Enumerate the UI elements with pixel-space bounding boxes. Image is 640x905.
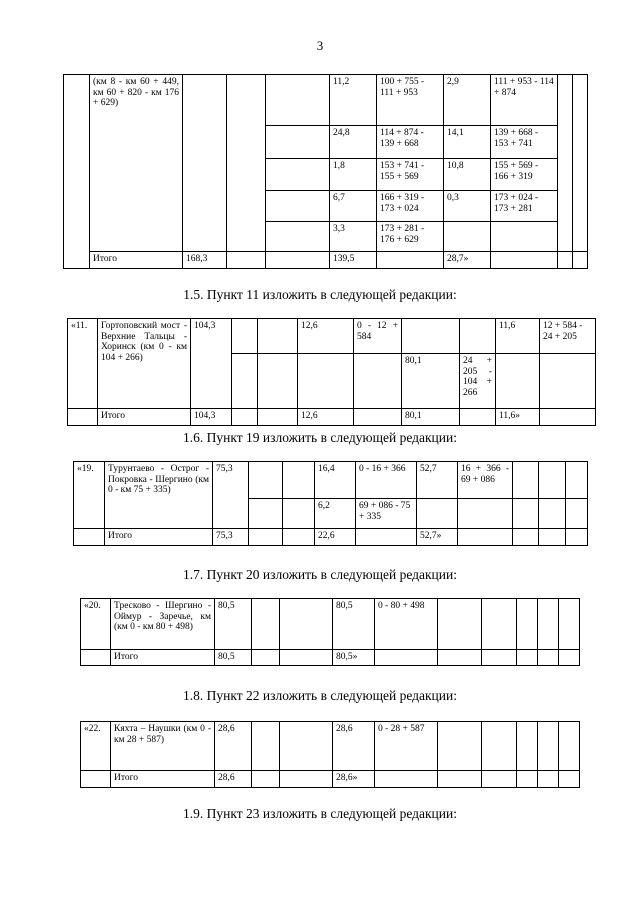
cell-num [64,75,90,269]
table-item-20: «20. Тресково - Шергино - Оймур - Заречье, км (км 0 - км 80 + 498) 80,5 80,5 0 - 80 + 498 Итого 80,5 80,5» [80,598,580,666]
heading-1-8: 1.8. Пункт 22 изложить в следующей редакции: [183,688,457,703]
cell-road-name: Турунтаево - Острог - Покровка - Шергино (км 0 - км 75 + 335) [105,462,213,529]
cell-road-name: (км 8 - км 60 + 449, км 60 + 820 - км 176 + 629) [90,75,183,252]
cell-num: «11. [68,319,98,409]
heading-1-9: 1.9. Пункт 23 изложить в следующей редакции: [183,806,457,821]
page-number: 3 [316,38,324,53]
heading-1-5: 1.5. Пункт 11 изложить в следующей редакции: [183,287,457,302]
table-continuation: (км 8 - км 60 + 449, км 60 + 820 - км 176 + 629) 11,2 100 + 755 - 111 + 953 2,9 111 + 953 - 114 + 874 24,8 114 + 874 - 139 + 668 14,1 139 + 668 - 153 + 741 1,8 153 + 741 - 155 + 569 10,8 155 + 569 - 166 + 319 6,7 166 + 319 - 173 + 024 0,3 173 + 024 - 173 + 281 3,3 173 + 281 - 176 + 629 Итого 168,3 139,5 28,7» [63,74,588,269]
cell-road-name: Гортоповский мост - Верхние Тальцы - Хоринск (км 0 - км 104 + 266) [98,319,191,409]
heading-1-6: 1.6. Пункт 19 изложить в следующей редакции: [183,430,457,445]
cell-num: «20. [81,599,111,650]
table-row-total: Итого 75,3 22,6 52,7» [74,529,588,546]
heading-1-7: 1.7. Пункт 20 изложить в следующей редакции: [183,567,457,582]
cell-total-label: Итого [90,252,183,269]
table-row-total: Итого 28,6 28,6» [81,771,580,788]
cell-num: «22. [81,722,111,771]
table-row-total: Итого 168,3 139,5 28,7» [64,252,588,269]
table-row-total: Итого 104,3 12,6 80,1 11,6» [68,409,596,426]
table-item-22: «22. Кяхта – Наушки (км 0 - км 28 + 587) 28,6 28,6 0 - 28 + 587 Итого 28,6 28,6» [80,721,580,788]
cell-road-name: Тресково - Шергино - Оймур - Заречье, км (км 0 - км 80 + 498) [111,599,215,650]
table-item-11: «11. Гортоповский мост - Верхние Тальцы - Хоринск (км 0 - км 104 + 266) 104,3 12,6 0 - 12 + 584 11,6 12 + 584 - 24 + 205 80,1 24 + 205 - 104 + 266 Итого 104,3 12,6 80,1 11,6» [67,318,596,426]
table-item-19: «19. Турунтаево - Острог - Покровка - Шергино (км 0 - км 75 + 335) 75,3 16,4 0 - 16 + 366 52,7 16 + 366 - 69 + 086 6,2 69 + 086 - 75 + 335 Итого 75,3 22,6 52,7» [73,461,588,546]
cell-num: «19. [74,462,105,529]
cell-road-name: Кяхта – Наушки (км 0 - км 28 + 587) [111,722,215,771]
table-row-total: Итого 80,5 80,5» [81,650,580,666]
